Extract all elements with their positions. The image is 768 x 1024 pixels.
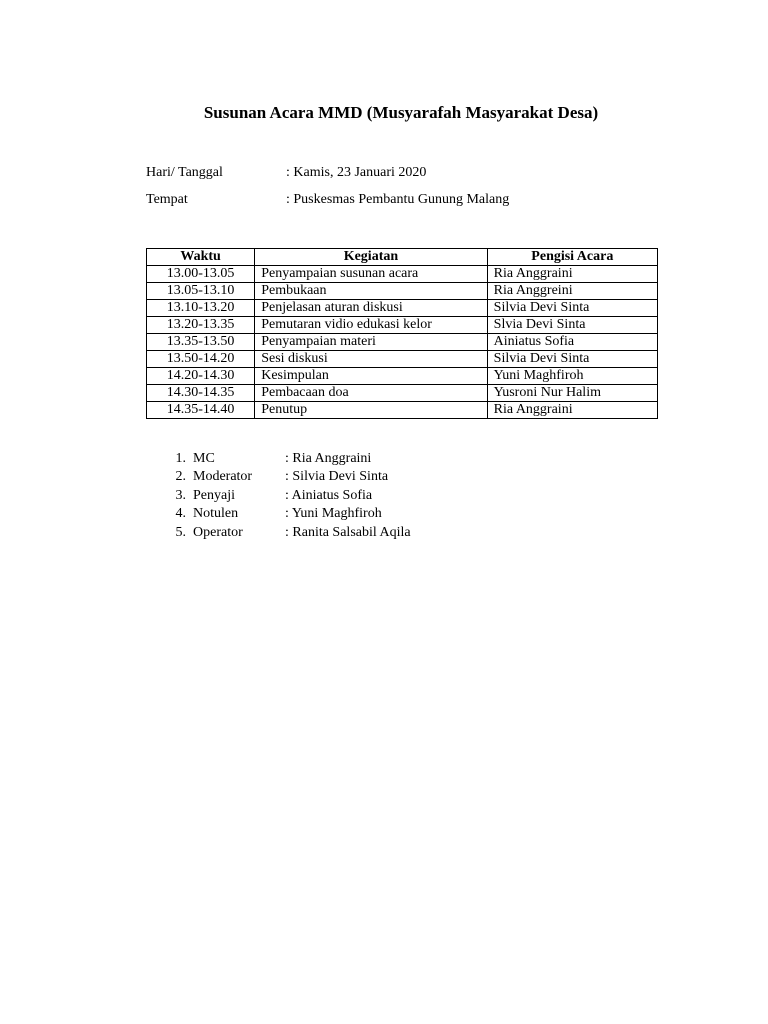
- page-title: Susunan Acara MMD (Musyarafah Masyarakat Desa): [203, 103, 599, 122]
- cell-presenter: Yuni Maghfiroh: [487, 368, 657, 385]
- cell-time: 14.30-14.35: [147, 385, 255, 402]
- role-person: : Yuni Maghfiroh: [285, 506, 382, 522]
- table-row: [147, 368, 658, 385]
- role-name: Operator: [193, 524, 243, 540]
- role-name: Notulen: [193, 506, 239, 522]
- list-number: 2.: [175, 469, 186, 485]
- role-name: Moderator: [193, 469, 253, 485]
- role-name: MC: [193, 451, 215, 466]
- list-number: 5.: [175, 524, 186, 540]
- cell-activity: Penyampaian susunan acara: [255, 266, 487, 283]
- place-label: Tempat: [146, 192, 188, 207]
- table-row: [147, 266, 658, 283]
- cell-time: 13.35-13.50: [147, 334, 255, 351]
- cell-activity: Pembukaan: [255, 283, 487, 300]
- table-row: [147, 283, 658, 300]
- list-number: 4.: [175, 506, 186, 522]
- date-label: Hari/ Tanggal: [146, 165, 223, 180]
- list-number: 3.: [175, 487, 186, 503]
- cell-time: 13.20-13.35: [147, 317, 255, 334]
- table-row: [147, 317, 658, 334]
- list-number: 1.: [175, 451, 186, 466]
- cell-activity: Penutup: [255, 402, 487, 419]
- cell-presenter: Ria Anggraini: [487, 402, 657, 419]
- cell-time: 13.10-13.20: [147, 300, 255, 317]
- cell-activity: Penyampaian materi: [255, 334, 487, 351]
- cell-activity: Pemutaran vidio edukasi kelor: [255, 317, 487, 334]
- cell-time: 13.50-14.20: [147, 351, 255, 368]
- cell-presenter: Ria Anggraini: [487, 266, 657, 283]
- table-row: [147, 300, 658, 317]
- date-value: : Kamis, 23 Januari 2020: [286, 165, 427, 180]
- cell-presenter: Ria Anggreini: [487, 283, 657, 300]
- table-header-row: [147, 249, 658, 266]
- table-row: [147, 334, 658, 351]
- table-row: [147, 351, 658, 368]
- header-presenter: Pengisi Acara: [487, 249, 657, 266]
- role-name: Penyaji: [193, 487, 235, 503]
- schedule-table: [146, 248, 658, 419]
- cell-presenter: Yusroni Nur Halim: [487, 385, 657, 402]
- role-person: : Silvia Devi Sinta: [285, 469, 389, 485]
- cell-presenter: Slvia Devi Sinta: [487, 317, 657, 334]
- cell-presenter: Silvia Devi Sinta: [487, 300, 657, 317]
- cell-activity: Kesimpulan: [255, 368, 487, 385]
- cell-presenter: Silvia Devi Sinta: [487, 351, 657, 368]
- header-activity: Kegiatan: [255, 249, 487, 266]
- table-row: [147, 402, 658, 419]
- cell-time: 13.05-13.10: [147, 283, 255, 300]
- cell-time: 13.00-13.05: [147, 266, 255, 283]
- header-time: Waktu: [147, 249, 255, 266]
- role-person: : Ainiatus Sofia: [285, 487, 373, 503]
- cell-presenter: Ainiatus Sofia: [487, 334, 657, 351]
- cell-activity: Penjelasan aturan diskusi: [255, 300, 487, 317]
- table-row: [147, 385, 658, 402]
- role-person: : Ranita Salsabil Aqila: [285, 524, 411, 540]
- cell-activity: Pembacaan doa: [255, 385, 487, 402]
- cell-time: 14.20-14.30: [147, 368, 255, 385]
- cell-activity: Sesi diskusi: [255, 351, 487, 368]
- role-person: : Ria Anggraini: [285, 451, 372, 466]
- place-value: : Puskesmas Pembantu Gunung Malang: [286, 192, 510, 207]
- cell-time: 14.35-14.40: [147, 402, 255, 419]
